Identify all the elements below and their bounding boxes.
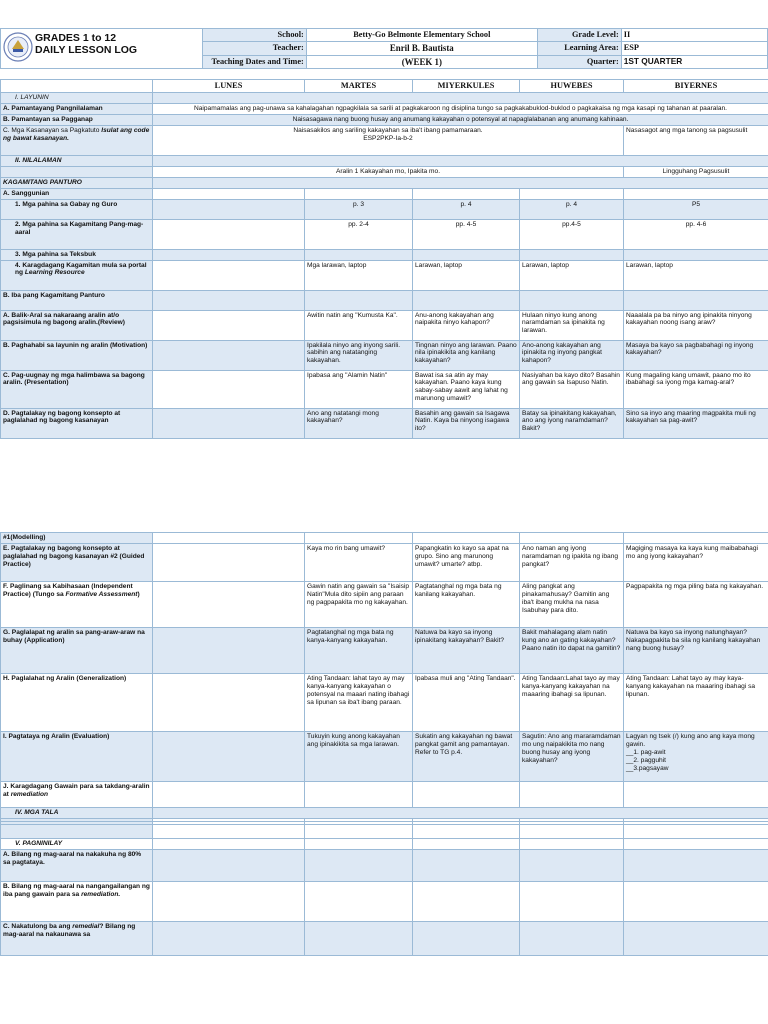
discussion-huwebes: Batay sa ipinakitang kakayahan, ano ang iyong naramdaman? Bakit? — [520, 408, 624, 438]
independent-label-main: F. Paglinang sa Kabihasaan (Independent Practice) (Tungo sa — [3, 582, 133, 598]
application-miyerkules: Natuwa ba kayo sa inyong ipinakitang kakayahan? Bakit? — [413, 627, 520, 673]
section-layunin: I. LAYUNIN — [1, 93, 153, 104]
guided-practice-label: E. Pagtalakay ng bagong konsepto at paglalahad ng bagong kasanayan #2 (Guided Practice) — [1, 543, 153, 581]
sanggunian-label: A. Sanggunian — [1, 188, 153, 199]
teacher-value: Enril B. Bautista — [306, 41, 537, 55]
karagdagan-label-main: J. Karagdagang Gawain para sa takdang-aralin at — [3, 782, 150, 798]
review-martes: Awitin natin ang "Kumusta Ka". — [305, 310, 413, 340]
application-martes: Pagtatanghal ng mga bata ng kanya-kanyang kakayahan. — [305, 627, 413, 673]
day-header-biyernes: BIYERNES — [624, 80, 768, 93]
independent-label-end: ) — [137, 590, 140, 598]
teksbuk-label: 3. Mga pahina sa Teksbuk — [1, 249, 153, 260]
bilang-80-label: A. Bilang ng mag-aaral na nakakuha ng 80% sa pagtataya. — [1, 849, 153, 881]
kasanayan-code: ESP2PKP-Ia-b-2 — [363, 134, 413, 142]
kasanayan-friday: Nasasagot ang mga tanong sa pagsusulit — [624, 126, 768, 156]
presentation-biyernes: Kung magaling kang umawit, paano mo ito ibabahagi sa iyong mga kamag-aral? — [624, 370, 768, 408]
gabay-huwebes: p. 4 — [520, 199, 624, 219]
pamantayang-pangnilalaman-text: Naipamamalas ang pag-unawa sa kahalagahan ngpagkilala sa sarili at pagkakaroon ng disiplina tungo sa pagkakabuklod-buklod o pagkakaisa ng mga kasapi ng tahanan at paaralan. — [153, 104, 768, 115]
learning-area-value: ESP — [621, 41, 767, 55]
guided-huwebes: Ano naman ang iyong naramdaman ng ipakita ng ibang pangkat? — [520, 543, 624, 581]
remedial-help-label — [1, 921, 153, 955]
evaluation-huwebes: Sagutin: Ano ang mararamdaman mo ung naipakikita mo nang buong husay ang iyong kakayahan? — [520, 731, 624, 781]
deped-seal-icon — [3, 32, 33, 62]
motivation-martes: Ipakilala ninyo ang inyong sarili. sabihin ang natatanging kakayahan. — [305, 340, 413, 370]
kagamitan-martes: pp. 2-4 — [305, 219, 413, 249]
motivation-huwebes: Ano-anong kakayahan ang ipinakita ng inyong pangkat kahapon? — [520, 340, 624, 370]
teaching-dates-label: Teaching Dates and Time: — [203, 55, 306, 69]
presentation-miyerkules: Bawat isa sa atin ay may kakayahan. Paano kaya kung sabay-sabay aawit ang lahat ng marunong umawit? — [413, 370, 520, 408]
form-title-line2: DAILY LESSON LOG — [35, 44, 138, 56]
section-kagamitan: KAGAMITANG PANTURO — [1, 177, 153, 188]
quarter-value: 1ST QUARTER — [621, 55, 767, 69]
section-mga-tala: IV. MGA TALA — [1, 807, 153, 818]
independent-biyernes: Pagpapakita ng mga piling bata ng kakayahan. — [624, 581, 768, 627]
application-huwebes: Bakit mahalagang alam natin kung ano an gating kakayahan? Paano natin ito dapat na gamitin? — [520, 627, 624, 673]
application-biyernes: Natuwa ba kayo sa inyong natunghayan? Nakapagpakita ba sila ng kanilang kakayahan nang buong husay? — [624, 627, 768, 673]
remediation-label-italic: remediation. — [81, 890, 121, 898]
day-header-lunes: LUNES — [153, 80, 305, 93]
guided-biyernes: Magiging masaya ka kaya kung maibabahagi mo ang iyong kakayahan? — [624, 543, 768, 581]
header-table — [0, 28, 768, 69]
lesson-table-page1 — [0, 79, 768, 438]
remediation-label-main: B. Bilang ng mag-aaral na nangangailangan ng iba pang gawain para sa — [3, 882, 150, 898]
karagdagan-label — [1, 781, 153, 807]
evaluation-miyerkules: Sukatin ang kakayahan ng bawat pangkat gamit ang pamantayan. Refer to TG p.4. — [413, 731, 520, 781]
school-label: School: — [203, 29, 306, 42]
remedial-label-a: C. Nakatulong ba ang — [3, 922, 73, 930]
discussion-martes: Ano ang natatangi mong kakayahan? — [305, 408, 413, 438]
kasanayan-text — [153, 126, 624, 156]
day-header-miyerkules: MIYERKULES — [413, 80, 520, 93]
independent-huwebes: Aling pangkat ang pinakamahusay? Gamitin ang iba't ibang mukha na nasa Isabuhay para dito. — [520, 581, 624, 627]
kasanayan-label-main: C. Mga Kasanayan sa Pagkatuto — [3, 127, 102, 134]
guided-miyerkules: Papangkatin ko kayo sa apat na grupo. Sino ang marunong umawit? umarte? atbp. — [413, 543, 520, 581]
presentation-huwebes: Nasiyahan ba kayo dito? Basahin ang gawain sa Isapuso Natin. — [520, 370, 624, 408]
gabay-martes: p. 3 — [305, 199, 413, 219]
pamantayan-sa-pagganap-label: B. Pamantayan sa Pagganap — [1, 115, 153, 126]
page-one — [0, 28, 768, 439]
generalization-miyerkules: Ipabasa muli ang "Ating Tandaan". — [413, 673, 520, 731]
gabay-biyernes: P5 — [624, 199, 768, 219]
modelling-label: #1(Modelling) — [1, 533, 153, 544]
lr-miyerkules: Larawan, laptop — [413, 260, 520, 290]
teacher-label: Teacher: — [203, 41, 306, 55]
application-label: G. Paglalapat ng aralin sa pang-araw-araw na buhay (Application) — [1, 627, 153, 673]
page-two — [0, 532, 768, 956]
evaluation-label: I. Pagtataya ng Aralin (Evaluation) — [1, 731, 153, 781]
kagamitan-miyerkules: pp. 4-5 — [413, 219, 520, 249]
review-huwebes: Hulaan ninyo kung anong naramdaman sa ipinakita ng larawan. — [520, 310, 624, 340]
nilalaman-friday: Lingguhang Pagsusulit — [624, 166, 768, 177]
kagamitan-pages-label: 2. Mga pahina sa Kagamitang Pang-mag-aaral — [1, 219, 153, 249]
day-header-martes: MARTES — [305, 80, 413, 93]
gabay-miyerkules: p. 4 — [413, 199, 520, 219]
learning-area-label: Learning Area: — [537, 41, 621, 55]
corner-cell — [1, 80, 153, 93]
kagamitan-biyernes: pp. 4-6 — [624, 219, 768, 249]
independent-martes: Gawin natin ang gawain sa "Isaisip Natin"Mula dito sipiin ang paraan ng pagpapakita mo ng kakayahan. — [305, 581, 413, 627]
remedial-label-italic: remedial — [72, 922, 100, 930]
remedial-label-c: ? Bilang ng mag-aaral na nakaunawa sa — [3, 922, 136, 938]
independent-practice-label — [1, 581, 153, 627]
discussion-label: D. Pagtalakay ng bagong konsepto at paglalahad ng bagong kasanayan — [1, 408, 153, 438]
quarter-label: Quarter: — [537, 55, 621, 69]
generalization-label: H. Paglalahat ng Aralin (Generalization) — [1, 673, 153, 731]
discussion-miyerkules: Basahin ang gawain sa Isagawa Natin. Kaya ba ninyong isagawa ito? — [413, 408, 520, 438]
kasanayan-label-note: Isulat ang code ng bawat kasanayan. — [3, 127, 150, 142]
lr-biyernes: Larawan, laptop — [624, 260, 768, 290]
pamantayan-sa-pagganap-text: Naisasagawa nang buong husay ang anumang kakayahan o potensyal at napaglalabanan ang anumang kahinaan. — [153, 115, 768, 126]
presentation-label: C. Pag-uugnay ng mga halimbawa sa bagong aralin. (Presentation) — [1, 370, 153, 408]
evaluation-biyernes: Lagyan ng tsek (/) kung ano ang kaya mong gawin. __1. pag-awit __2. pagguhit __3.pagsayaw — [624, 731, 768, 781]
gabay-label: 1. Mga pahina sa Gabay ng Guro — [1, 199, 153, 219]
generalization-huwebes: Ating Tandaan:Lahat tayo ay may kanya-kanyang kakayahan na maaaring ibahagi sa lipunan. — [520, 673, 624, 731]
learning-resource-label — [1, 260, 153, 290]
review-biyernes: Naaalala pa ba ninyo ang ipinakita ninyong kakayahan noong isang araw? — [624, 310, 768, 340]
iba-pang-kagamitan-label: B. Iba pang Kagamitang Panturo — [1, 290, 153, 310]
independent-miyerkules: Pagtatanghal ng mga bata ng kanilang kakayahan. — [413, 581, 520, 627]
grade-level-value: II — [621, 29, 767, 42]
grade-level-label: Grade Level: — [537, 29, 621, 42]
day-header-huwebes: HUWEBES — [520, 80, 624, 93]
presentation-martes: Ipabasa ang "Alamin Natin" — [305, 370, 413, 408]
guided-martes: Kaya mo rin bang umawit? — [305, 543, 413, 581]
independent-label-italic: Formative Assessment — [65, 590, 138, 598]
kasanayan-label — [1, 126, 153, 156]
kagamitan-huwebes: pp.4-5 — [520, 219, 624, 249]
discussion-biyernes: Sino sa inyo ang maaring magpakita muli ng kakayahan sa pag-awit? — [624, 408, 768, 438]
lr-huwebes: Larawan, laptop — [520, 260, 624, 290]
header-logo-cell — [1, 29, 203, 69]
school-value: Betty-Go Belmonte Elementary School — [306, 29, 537, 42]
kasanayan-competency: Naisasakilos ang sariling kakayahan sa iba't ibang pamamaraan. — [293, 127, 483, 134]
review-label: A. Balik-Aral sa nakaraang aralin at/o pagsisimula ng bagong aralin.(Review) — [1, 310, 153, 340]
learning-resource-label-main: 4. Karagdagang Kagamitan mula sa portal ng — [15, 261, 147, 277]
lesson-table-page2 — [0, 532, 768, 956]
motivation-label: B. Paghahabi sa layunin ng aralin (Motivation) — [1, 340, 153, 370]
evaluation-martes: Tukuyin kung anong kakayahan ang ipinakikita sa mga larawan. — [305, 731, 413, 781]
form-title-line1: GRADES 1 to 12 — [35, 32, 117, 44]
generalization-martes: Ating Tandaan: lahat tayo ay may kanya-kanyang kakayahan o potensyal na maaari nating ibahagi sa lipunan sa iba't ibang paraan. — [305, 673, 413, 731]
nilalaman-text: Aralin 1 Kakayahan mo, Ipakita mo. — [153, 166, 624, 177]
section-pagninilay: V. PAGNINILAY — [1, 838, 153, 849]
lr-martes: Mga larawan, laptop — [305, 260, 413, 290]
remediation-count-label — [1, 881, 153, 921]
karagdagan-label-italic: remediation — [10, 790, 49, 798]
section-nilalaman: II. NILALAMAN — [1, 156, 153, 167]
generalization-biyernes: Ating Tandaan: Lahat tayo ay may kaya-kanyang kakayahan na maaaring ibahagi sa lipunan. — [624, 673, 768, 731]
motivation-biyernes: Masaya ba kayo sa pagbabahagi ng inyong kakayahan? — [624, 340, 768, 370]
motivation-miyerkules: Tingnan ninyo ang larawan. Paano nila ipinakikita ang kanilang kakayahan? — [413, 340, 520, 370]
teaching-dates-value: (WEEK 1) — [306, 55, 537, 69]
review-miyerkules: Anu-anong kakayahan ang naipakita ninyo kahapon? — [413, 310, 520, 340]
learning-resource-label-italic: Learning Resource — [24, 269, 85, 277]
pamantayang-pangnilalaman-label: A. Pamantayang Pangnilalaman — [1, 104, 153, 115]
